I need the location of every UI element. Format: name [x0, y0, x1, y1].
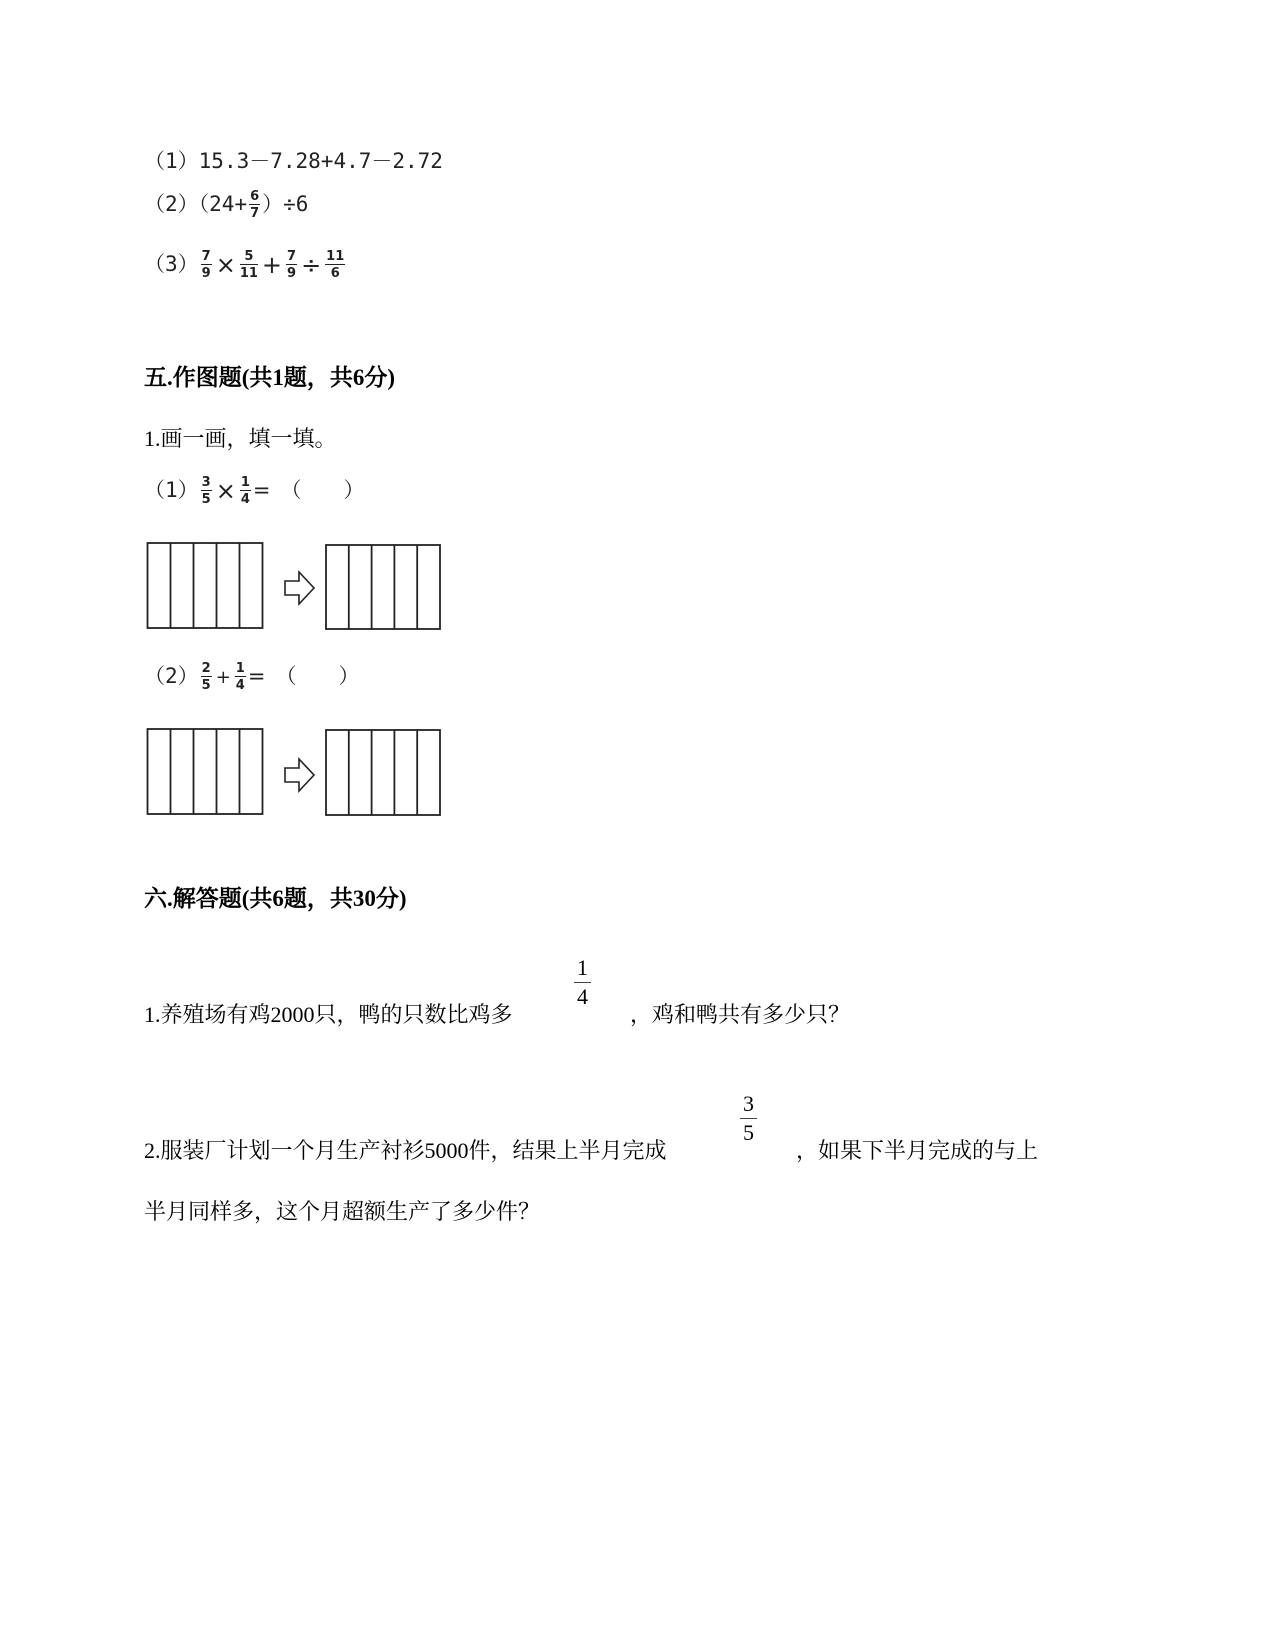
fraction-diagram-1 — [140, 535, 450, 635]
operator: + — [215, 666, 231, 688]
equals-sign: = — [247, 664, 266, 688]
numerator: 7 — [201, 249, 211, 264]
grid-box-right — [326, 545, 440, 629]
problem-label: （3） — [144, 252, 199, 276]
denominator: 4 — [577, 984, 588, 1009]
equals-sign: = — [252, 478, 271, 502]
right-arrow-outline-icon — [285, 572, 314, 604]
problem-label: （2） — [144, 664, 199, 688]
right-arrow-outline-icon — [285, 759, 314, 791]
denominator: 6 — [330, 266, 340, 281]
numerator: 1 — [235, 661, 245, 676]
question-text: 1.画一画，填一填。 — [144, 426, 337, 451]
calc-problem-1 — [144, 145, 443, 175]
answer-blank: （ ） — [275, 664, 360, 688]
numerator: 1 — [574, 956, 591, 983]
grid-box-left — [148, 729, 263, 814]
fraction-diagram-2 — [140, 722, 450, 822]
operator: ÷ — [301, 251, 322, 279]
calc-problem-3 — [144, 248, 347, 280]
calc-problem-2 — [144, 188, 308, 220]
problem-label: （2） — [144, 192, 199, 216]
grid-box-left — [148, 543, 263, 628]
denominator: 9 — [201, 266, 211, 281]
denominator: 9 — [287, 266, 297, 281]
numerator: 7 — [287, 249, 297, 264]
denominator: 11 — [239, 266, 258, 281]
fraction — [235, 662, 246, 692]
denominator: 5 — [743, 1120, 754, 1145]
expression-close: ）÷6 — [262, 192, 309, 216]
problem-label: （1） — [144, 478, 199, 502]
section-5-title: 五.作图题(共1题，共6分) — [144, 365, 396, 390]
operator: + — [261, 251, 283, 279]
numerator: 5 — [240, 250, 258, 265]
denominator: 4 — [235, 678, 245, 693]
numerator: 11 — [326, 249, 345, 264]
fraction — [201, 662, 212, 692]
question-1-fraction — [574, 956, 591, 1009]
numerator: 3 — [201, 475, 211, 490]
drawing-subquestion-2 — [144, 660, 359, 692]
expression-open: （24+ — [198, 192, 248, 216]
question-2-text-end: ，如果下半月完成的与上 — [796, 1138, 1039, 1163]
problem-label: （1） — [144, 149, 199, 173]
question-2-text-line2: 半月同样多，这个月超额生产了多少件？ — [144, 1199, 541, 1224]
denominator: 7 — [250, 206, 260, 221]
fraction — [286, 250, 297, 280]
numerator: 6 — [250, 189, 260, 204]
operator: × — [215, 251, 236, 279]
fraction — [325, 250, 345, 280]
numerator: 1 — [240, 475, 250, 490]
question-2-fraction — [740, 1092, 757, 1145]
expression: 15.3－7.28+4.7－2.72 — [198, 149, 443, 173]
section-6-title: 六.解答题(共6题，共30分) — [144, 886, 407, 911]
question-1-text-end: ，鸡和鸭共有多少只？ — [630, 1002, 851, 1027]
fraction — [201, 476, 212, 506]
fraction — [240, 476, 251, 506]
operator: × — [215, 477, 236, 505]
grid-box-right — [326, 730, 440, 815]
question-1-text: 1.养殖场有鸡2000只，鸭的只数比鸡多 — [144, 1002, 513, 1027]
fraction — [201, 250, 212, 280]
denominator: 5 — [201, 678, 211, 693]
answer-blank: （ ） — [280, 478, 365, 502]
denominator: 4 — [240, 492, 250, 507]
numerator: 3 — [740, 1092, 757, 1119]
numerator: 2 — [201, 661, 211, 676]
drawing-subquestion-1 — [144, 474, 364, 506]
denominator: 5 — [201, 492, 211, 507]
fraction — [240, 250, 258, 280]
question-2-text: 2.服装厂计划一个月生产衬衫5000件，结果上半月完成 — [144, 1138, 667, 1163]
fraction — [249, 190, 260, 220]
